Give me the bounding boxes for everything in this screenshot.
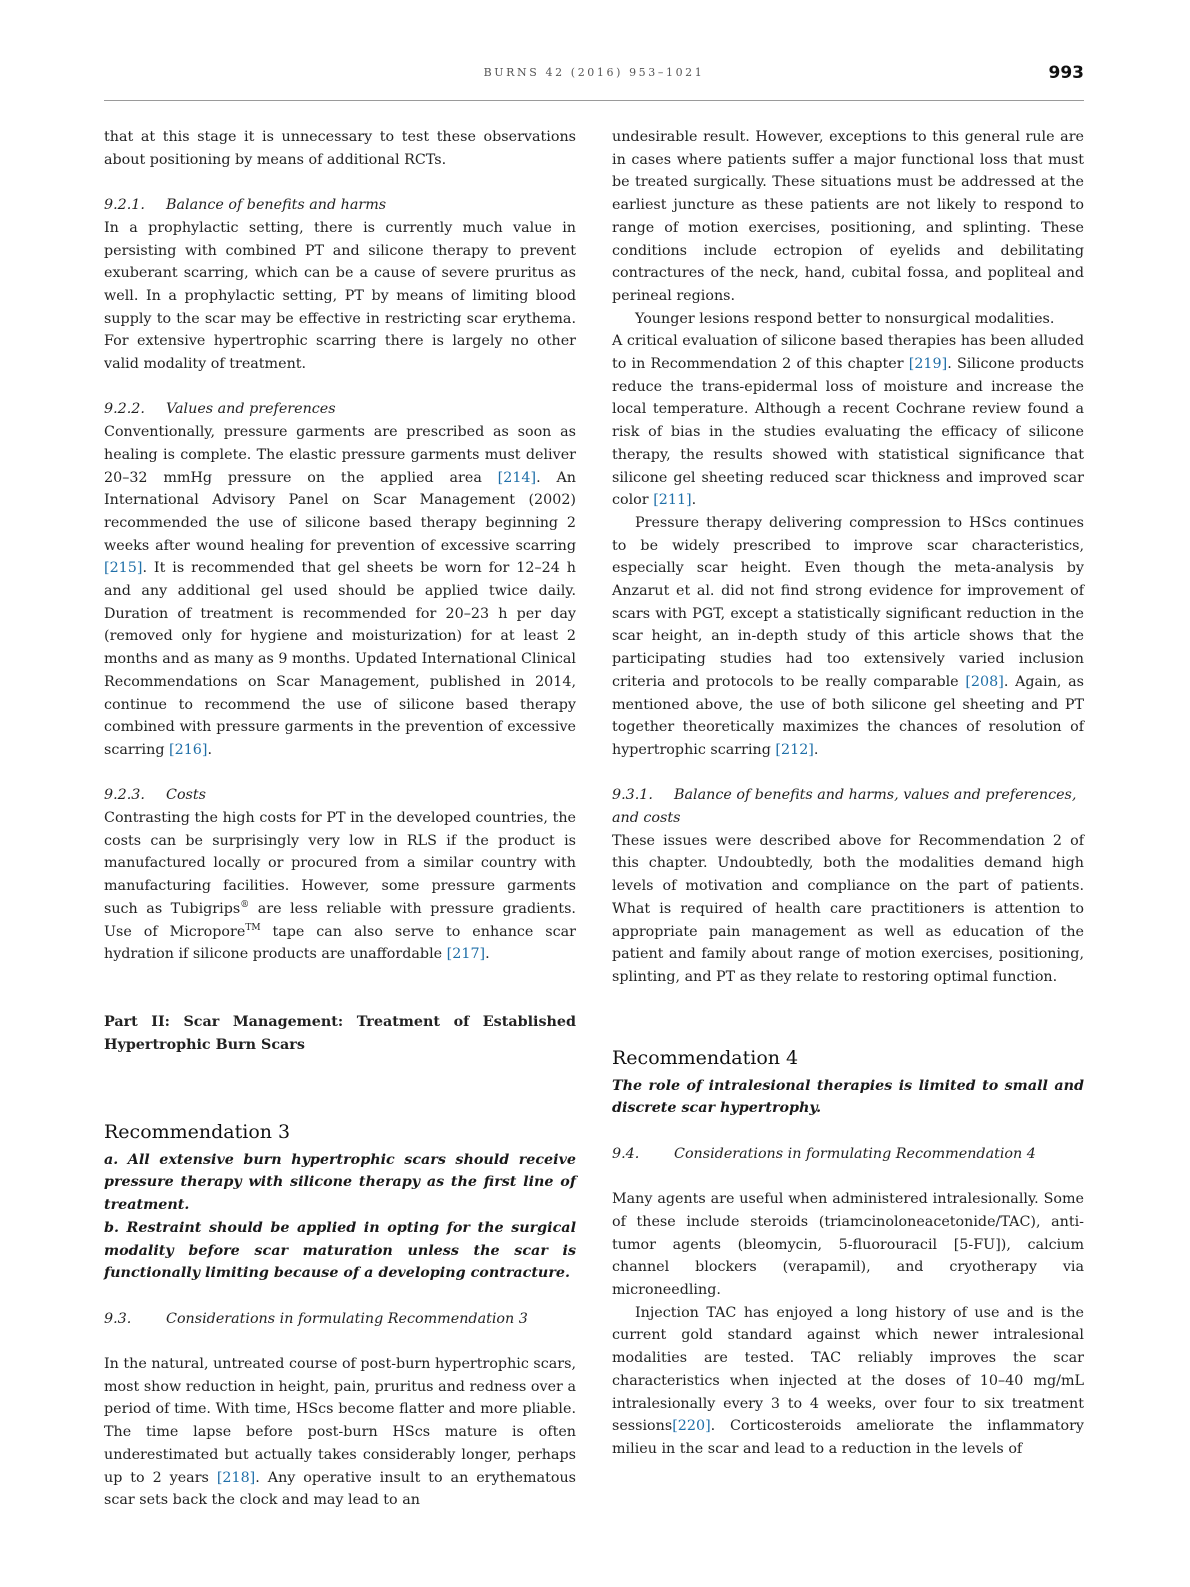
journal-citation: BURNS 42 (2016) 953–1021 (483, 66, 705, 79)
paragraph: Pressure therapy delivering compression to HScs continues to be widely prescribed to improve scar characteristics, especially scar height. Even though the meta-analysis by Anzarut et al. did not find strong evidence for improvement of scars with PGT, except a statistically significant reduction in the scar height, an in-depth study of this article shows that the participating studies had too extensively varied inclusion criteria and protocols to be really comparable [208]. Again, as mentioned above, the use of both silicone gel sheeting and PT together theoretically maximizes the chances of resolution of hypertrophic scarring [212]. (612, 514, 1084, 758)
citation-link[interactable]: [208] (965, 673, 1004, 690)
page-number: 993 (1048, 63, 1084, 83)
recommendation-3-b: b. Restraint should be applied in opting for the surgical modality before scar maturation unless the scar is functionally limiting because of a developing contracture. (104, 1219, 576, 1282)
citation-link[interactable]: [212] (775, 741, 814, 758)
right-column (612, 126, 1084, 1461)
paragraph: undesirable result. However, exceptions to this general rule are in cases where patients suffer a major functional loss that must be treated surgically. These situations must be addressed at the earliest juncture as these patients are not likely to respond to range of motion exercises, positioning, and splinting. These conditions include ectropion of eyelids and debilitating contractures of the neck, hand, cubital fossa, and popliteal and perineal regions. (612, 129, 1084, 304)
recommendation-3-a: a. All extensive burn hypertrophic scars should receive pressure therapy with silicone therapy as the first line of treatment. (104, 1151, 576, 1214)
paragraph: Conventionally, pressure garments are prescribed as soon as healing is complete. The elastic pressure garments must deliver 20–32 mmHg pressure on the applied area [214]. An International Advisory Panel on Scar Management (2002) recommended the use of silicone based therapy beginning 2 weeks after wound healing for prevention of excessive scarring [215]. It is recommended that gel sheets be worn for 12–24 h and any additional gel used should be applied twice daily. Duration of treatment is recommended for 20–23 h per day (removed only for hygiene and moisturization) for at least 2 months and as many as 9 months. Updated International Clinical Recommendations on Scar Management, published in 2014, continue to recommend the use of silicone based therapy combined with pressure garments in the prevention of excessive scarring [216]. (104, 424, 576, 758)
citation-link[interactable]: [215] (104, 560, 143, 577)
recommendation-4-text: The role of intralesional therapies is limited to small and discrete scar hypertrophy. (612, 1077, 1084, 1117)
section-heading-9-2-2: 9.2.2. Values and preferences (104, 401, 336, 418)
left-column (104, 126, 576, 1512)
citation-link[interactable]: [218] (216, 1469, 256, 1486)
section-heading-9-2-3: 9.2.3. Costs (104, 787, 206, 804)
paragraph: Contrasting the high costs for PT in the developed countries, the costs can be surprisingly very low in RLS if the product is manufactured locally or procured from a similar country with manufacturing facilities. However, some pressure garments such as Tubigrips® are less reliable with pressure gradients. Use of Micropore™ tape can also serve to enhance scar hydration if silicone products are unaffordable [217]. (104, 810, 576, 963)
citation-link[interactable]: [214] (497, 469, 537, 486)
paragraph: These issues were described above for Recommendation 2 of this chapter. Undoubtedly, both the modalities demand high levels of motivation and compliance on the part of patients. What is required of health care practitioners is attention to appropriate pain management as well as education of the patient and family about range of motion exercises, positioning, splinting, and PT as they relate to restoring optimal function. (612, 832, 1084, 985)
paragraph: Younger lesions respond better to nonsurgical modalities. (635, 310, 1055, 327)
recommendation-4-title: Recommendation 4 (612, 1046, 799, 1069)
section-heading-9-2-1: 9.2.1. Balance of benefits and harms (104, 197, 387, 214)
part-heading: Part II: Scar Management: Treatment of Established Hypertrophic Burn Scars (104, 1014, 576, 1054)
citation-link[interactable]: [217] (446, 946, 486, 963)
paragraph: A critical evaluation of silicone based therapies has been alluded to in Recommendation 2 of this chapter [219]. Silicone products reduce the trans-epidermal loss of moisture and increase the local temperature. Although a recent Cochrane review found a risk of bias in the studies evaluating the efficacy of silicone therapy, the results showed with statistical significance that silicone gel sheeting reduced scar thickness and improved scar color [211]. (612, 333, 1084, 509)
citation-link[interactable]: [219] (908, 356, 948, 373)
section-heading-9-4: 9.4. Considerations in formulating Recommendation 4 (612, 1145, 1036, 1162)
paragraph: that at this stage it is unnecessary to test these observations about positioning by means of additional RCTs. (104, 129, 576, 168)
paragraph: In a prophylactic setting, there is currently much value in persisting with combined PT and silicone therapy to prevent exuberant scarring, which can be a cause of severe pruritus as well. In a prophylactic setting, PT by means of limiting blood supply to the scar may be effective in restricting scar erythema. For extensive hypertrophic scarring there is largely no other valid modality of treatment. (104, 219, 576, 373)
paragraph: Injection TAC has enjoyed a long history of use and is the current gold standard against which newer intralesional modalities are tested. TAC reliably improves the scar characteristics when injected at the doses of 10–40 mg/mL intralesionally every 3 to 4 weeks, over four to six treatment sessions[220]. Corticosteroids ameliorate the inflammatory milieu in the scar and lead to a reduction in the levels of (612, 1304, 1084, 1457)
citation-link[interactable]: [216] (169, 741, 208, 758)
recommendation-3-title: Recommendation 3 (104, 1120, 291, 1143)
running-header (104, 63, 1084, 87)
citation-link[interactable]: [211] (653, 492, 692, 509)
paragraph: In the natural, untreated course of post-burn hypertrophic scars, most show reduction in height, pain, pruritus and redness over a period of time. With time, HScs become flatter and more pliable. The time lapse before post-burn HScs mature is often underestimated but actually takes considerably longer, perhaps up to 2 years [218]. Any operative insult to an erythematous scar sets back the clock and may lead to an (104, 1356, 576, 1509)
header-rule (104, 100, 1084, 101)
citation-link[interactable]: [220] (672, 1418, 711, 1435)
section-heading-9-3-1: 9.3.1. Balance of benefits and harms, values and preferences, and costs (612, 787, 1077, 827)
section-heading-9-3: 9.3. Considerations in formulating Recommendation 3 (104, 1310, 528, 1327)
paragraph: Many agents are useful when administered intralesionally. Some of these include steroids (triamcinoloneacetonide/TAC), anti-tumor agents (bleomycin, 5-fluorouracil [5-FU]), calcium channel blockers (verapamil), and cryotherapy via microneedling. (612, 1191, 1084, 1298)
